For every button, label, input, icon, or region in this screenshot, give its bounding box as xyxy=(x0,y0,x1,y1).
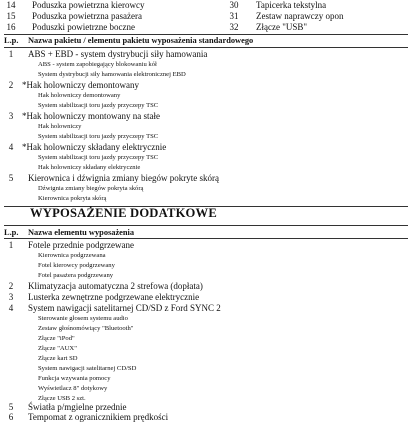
item-label: Poduszki powietrzne boczne xyxy=(32,22,135,32)
package-number: 5 xyxy=(8,173,14,183)
item-name: System nawigacji satelitarnej CD/SD z Ford SYNC 2 xyxy=(28,303,221,313)
column-header-lp: L.p. xyxy=(4,228,19,237)
item-name: Lusterka zewnętrzne podgrzewane elektrycznie xyxy=(28,292,200,302)
divider xyxy=(4,225,408,226)
item-name: Klimatyzacja automatyczna 2 strefowa (dopłata) xyxy=(28,281,203,291)
package-name: Kierownica i dźwignia zmiany biegów pokryte skórą xyxy=(28,173,219,183)
item-element: System nawigacji satelitarnej CD/SD xyxy=(38,365,137,372)
package-element: System stabilizacji toru jazdy przyczepy TSC xyxy=(38,154,159,161)
item-number: 1 xyxy=(8,240,14,250)
item-element: Wyświetlacz 8" dotykowy xyxy=(38,385,108,392)
package-element: ABS - system zapobiegający blokowaniu kół xyxy=(38,61,157,68)
divider xyxy=(4,34,408,35)
package-element: Hak holowniczy demontowany xyxy=(38,92,121,99)
item-number: 31 xyxy=(229,11,239,21)
package-number: 4 xyxy=(8,142,14,152)
package-number: 3 xyxy=(8,111,14,121)
item-number: 30 xyxy=(229,0,239,10)
divider xyxy=(4,47,408,48)
item-number: 2 xyxy=(8,281,14,291)
column-header-name: Nazwa pakietu / elementu pakietu wyposażenia standardowego xyxy=(28,36,254,45)
section-title: WYPOSAŻENIE DODATKOWE xyxy=(30,206,217,220)
package-element: Hak holowniczy xyxy=(38,123,82,130)
package-element: System stabilizacji toru jazdy przyczepy TSC xyxy=(38,133,159,140)
package-name: *Hak holowniczy demontowany xyxy=(22,80,139,90)
item-name: Fotele przednie podgrzewane xyxy=(28,240,134,250)
item-element: Funkcja wzywania pomocy xyxy=(38,375,111,382)
item-label: Tapicerka tekstylna xyxy=(256,0,327,10)
package-element: Dźwignia zmiany biegów pokryta skórą xyxy=(38,185,144,192)
item-number: 4 xyxy=(8,303,14,313)
item-number: 15 xyxy=(6,11,16,21)
item-label: Złącze "USB" xyxy=(256,22,308,32)
package-name: ABS + EBD - system dystrybucji siły hamowania xyxy=(28,49,208,59)
item-element: Złącze kart SD xyxy=(38,355,78,362)
item-element: Złącze "iPod" xyxy=(38,335,75,342)
package-number: 2 xyxy=(8,80,14,90)
item-number: 16 xyxy=(6,22,16,32)
column-header-name: Nazwa elementu wyposażenia xyxy=(28,228,135,237)
divider xyxy=(4,238,408,239)
item-element: Fotel pasażera podgrzewany xyxy=(38,272,114,279)
item-label: Poduszka powietrzna kierowcy xyxy=(32,0,145,10)
item-name: Światła p/mgielne przednie xyxy=(28,402,127,412)
item-name: Tempomat z ogranicznikiem prędkości xyxy=(28,412,169,422)
item-label: Poduszka powietrzna pasażera xyxy=(32,11,142,21)
package-number: 1 xyxy=(8,49,14,59)
column-header-lp: L.p. xyxy=(4,36,19,45)
item-element: Złącze "AUX" xyxy=(38,345,77,352)
item-number: 14 xyxy=(6,0,16,10)
item-number: 6 xyxy=(8,412,14,422)
item-label: Zestaw naprawczy opon xyxy=(256,11,344,21)
item-number: 3 xyxy=(8,292,14,302)
package-name: *Hak holowniczy montowany na stałe xyxy=(22,111,160,121)
package-element: System stabilizacji toru jazdy przyczepy TSC xyxy=(38,102,159,109)
item-number: 32 xyxy=(229,22,239,32)
package-element: Kierownica pokryta skórą xyxy=(38,195,107,202)
item-element: Sterowanie głosem systemu audio xyxy=(38,315,128,322)
package-name: *Hak holowniczy składany elektrycznie xyxy=(22,142,167,152)
item-element: Zestaw głośnomówiący "Bluetooth" xyxy=(38,325,134,332)
item-element: Złącze USB 2 szt. xyxy=(38,395,86,402)
item-element: Kierownica podgrzewana xyxy=(38,252,106,259)
item-number: 5 xyxy=(8,402,14,412)
package-element: Hak holowniczy składany elektrycznie xyxy=(38,164,141,171)
item-element: Fotel kierowcy podgrzewany xyxy=(38,262,115,269)
package-element: System dystrybucji siły hamowania elektronicznej EBD xyxy=(38,71,186,78)
